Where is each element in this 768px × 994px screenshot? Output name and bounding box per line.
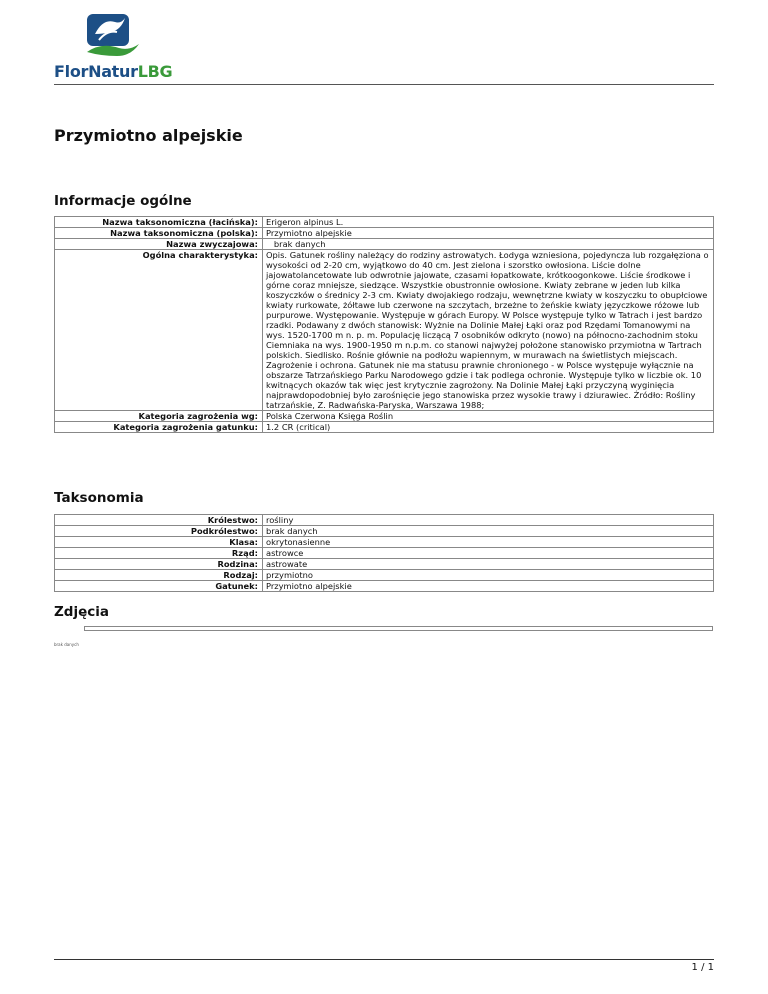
table-row (55, 581, 714, 592)
table-row (55, 228, 714, 239)
brand-wordmark: FlorNaturLBG (54, 62, 173, 81)
table-row (55, 559, 714, 570)
taxonomy-table (54, 514, 714, 592)
table-row (55, 515, 714, 526)
table-row (55, 548, 714, 559)
table-row (55, 537, 714, 548)
table-row (55, 411, 714, 422)
general-info-table (54, 216, 714, 433)
photos-empty-text: brak danych (54, 642, 79, 647)
row-label: Rodzina: (55, 559, 263, 570)
row-value: rośliny (263, 515, 714, 526)
row-label: Podkrólestwo: (55, 526, 263, 537)
photos-gallery (84, 626, 713, 631)
table-row (55, 422, 714, 433)
row-label: Klasa: (55, 537, 263, 548)
row-value: Polska Czerwona Księga Roślin (263, 411, 714, 422)
row-label: Kategoria zagrożenia wg: (55, 411, 263, 422)
photos-heading: Zdjęcia (54, 604, 109, 620)
row-value: brak danych (263, 526, 714, 537)
row-label: Nazwa taksonomiczna (polska): (55, 228, 263, 239)
footer-divider (54, 959, 714, 960)
row-value: brak danych (263, 239, 714, 250)
row-label: Królestwo: (55, 515, 263, 526)
row-value: Przymiotno alpejskie (263, 228, 714, 239)
table-row (55, 217, 714, 228)
row-value: 1.2 CR (critical) (263, 422, 714, 433)
table-row (55, 239, 714, 250)
taxonomy-heading: Taksonomia (54, 490, 144, 506)
row-label: Ogólna charakterystyka: (55, 250, 263, 411)
row-label: Gatunek: (55, 581, 263, 592)
row-value: astrowce (263, 548, 714, 559)
row-label: Nazwa zwyczajowa: (55, 239, 263, 250)
row-label: Rząd: (55, 548, 263, 559)
description-value: Opis. Gatunek rośliny należący do rodziny astrowatych. Łodyga wzniesiona, pojedyncza lub rozgałęziona o wysokości od 2-20 cm, wyjątkowo do 40 cm. Jest zielona i szorstko owłosiona. Liście dolne jajowatolancetowate lub odwrotnie jajowate, czasami łopatkowate, krótkoogonkowe. Liście środkowe i górne coraz mniejsze, siedzące. Wszystkie obustronnie owłosione. Kwiaty zebrane w jeden lub kilka koszyczków o średnicy 2-3 cm. Kwiaty dwojakiego rodzaju, wewnętrzne kwiaty w koszyczku to obupłciowe kwiaty rurkowate, żółtawe lub czerwone na szczytach, brzeżne to żeńskie kwiaty języczkowe różowe lub purpurowe. Występowanie. Występuje w górach Europy. W Polsce występuje tylko w Tatrach i jest bardzo rzadki. Podawany z dwóch stanowisk: Wyżnie na Dolinie Małej Łąki oraz pod Rzędami Tomanowymi na wys. 1520-1700 m n. p. m. Populację liczącą 7 osobników odkryto (nowo) na północno-zachodnim stoku Ciemniaka na wys. 1900-1950 m n.p.m. co stanowi najwyżej położone stanowisko przymiotna w Tartrach polskich. Siedlisko. Rośnie głównie na podłożu wapiennym, w murawach na świetlistych miejscach. Zagrożenie i ochrona. Gatunek nie ma statusu prawnie chronionego - w Polsce występuje wyłącznie na obszarze Tatrzańskiego Parku Narodowego gdzie i tak podlega ochronie. Występuje tylko w liczbie ok. 10 kwitnących okazów tak więc jest krytycznie zagrożony. Na Dolinie Małej Łąki przyczyną wyginięcia najprawdopodobniej było zarośnięcie jego stanowiska przez wysokie trawy i dziurawiec. Źródło: Rośliny tatrzańskie, Z. Radwańska-Paryska, Warszawa 1988; (263, 250, 714, 411)
table-row (55, 570, 714, 581)
header-divider (54, 84, 714, 85)
row-value: astrowate (263, 559, 714, 570)
row-value: przymiotno (263, 570, 714, 581)
general-info-heading: Informacje ogólne (54, 193, 192, 209)
row-label: Rodzaj: (55, 570, 263, 581)
table-row (55, 526, 714, 537)
table-row (55, 250, 714, 411)
logo (54, 12, 174, 82)
row-value: Przymiotno alpejskie (263, 581, 714, 592)
page-number: 1 / 1 (691, 962, 714, 973)
row-label: Nazwa taksonomiczna (łacińska): (55, 217, 263, 228)
row-value: Erigeron alpinus L. (263, 217, 714, 228)
florn-logo-icon (81, 12, 145, 60)
row-value: okrytonasienne (263, 537, 714, 548)
page-title: Przymiotno alpejskie (54, 126, 243, 145)
row-label: Kategoria zagrożenia gatunku: (55, 422, 263, 433)
